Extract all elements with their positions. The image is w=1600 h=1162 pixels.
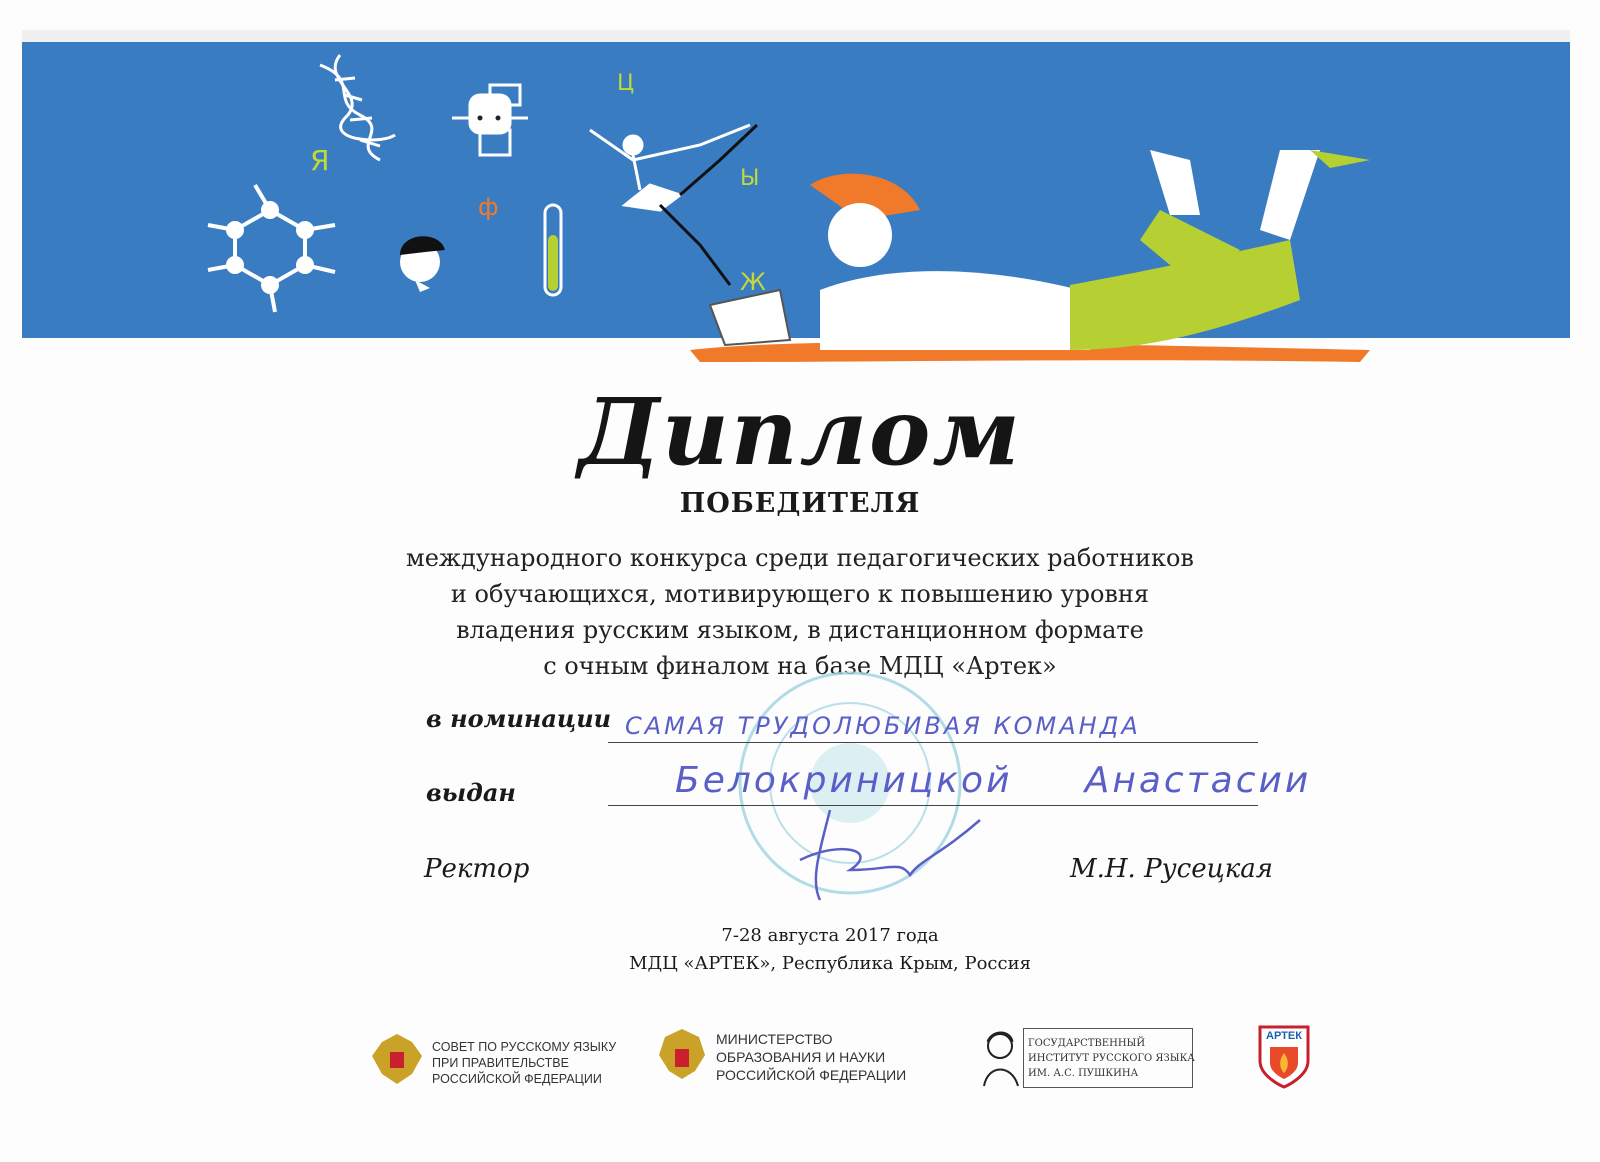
pushkin-institute-label: ГОСУДАРСТВЕННЫЙ ИНСТИТУТ РУССКОГО ЯЗЫКА ИМ. А.С. ПУШКИНА — [1028, 1038, 1195, 1079]
ministry-education-label: МИНИСТЕРСТВО ОБРАЗОВАНИЯ И НАУКИ РОССИЙСКОЙ ФЕДЕРАЦИИ — [716, 1031, 907, 1083]
date-line: 7-28 августа 2017 года — [721, 925, 939, 946]
test-tube-icon — [545, 205, 561, 295]
letter-y: Ы — [740, 166, 760, 191]
place-line: МДЦ «АРТЕК», Республика Крым, Россия — [629, 953, 1031, 974]
issued-label: выдан — [426, 778, 516, 807]
rector-name: М.Н. Русецкая — [1070, 854, 1273, 884]
diploma-subtitle: ПОБЕДИТЕЛЯ — [679, 488, 921, 519]
satellite-icon — [452, 85, 528, 155]
council-russian-language-label: СОВЕТ ПО РУССКОМУ ЯЗЫКУ ПРИ ПРАВИТЕЛЬСТВЕ РОССИЙСКОЙ ФЕДЕРАЦИИ — [432, 1040, 617, 1086]
description-line: владения русским языком, в дистанционном формате — [456, 616, 1144, 644]
ballerina-icon — [590, 125, 760, 285]
description-line: с очным финалом на базе МДЦ «Артек» — [543, 652, 1057, 680]
letter-ya: Я — [310, 144, 330, 177]
header-illustration — [0, 0, 1600, 380]
signature — [790, 800, 990, 910]
artek-label: АРТЕК — [1266, 1030, 1302, 1042]
nomination-underline — [608, 742, 1258, 743]
rector-label: Ректор — [424, 854, 530, 884]
description-line: и обучающихся, мотивирующего к повышению уровня — [450, 580, 1150, 608]
nomination-label: в номинации — [426, 704, 612, 733]
coat-of-arms-icon — [368, 1030, 426, 1088]
pushkin-portrait-icon — [978, 1028, 1023, 1088]
issued-value: Белокриницкой Анастасии — [675, 760, 1312, 801]
diploma-title: Диплом — [578, 378, 1022, 486]
date-and-place — [0, 922, 1600, 978]
portrait-head-icon — [400, 236, 445, 292]
letter-ts: Ц — [617, 71, 635, 96]
molecule-icon — [208, 185, 335, 312]
nomination-value: САМАЯ ТРУДОЛЮБИВАЯ КОМАНДА — [625, 712, 1141, 740]
letter-zh: Ж — [740, 268, 766, 296]
diploma-description — [300, 540, 1300, 684]
letter-f: ф — [478, 193, 499, 221]
ministry-emblem-icon — [655, 1025, 710, 1085]
dna-icon — [320, 55, 395, 160]
description-line: международного конкурса среди педагогических работников — [406, 544, 1194, 572]
reading-boy-illustration — [710, 150, 1370, 350]
artek-shield-icon — [1258, 1025, 1310, 1089]
